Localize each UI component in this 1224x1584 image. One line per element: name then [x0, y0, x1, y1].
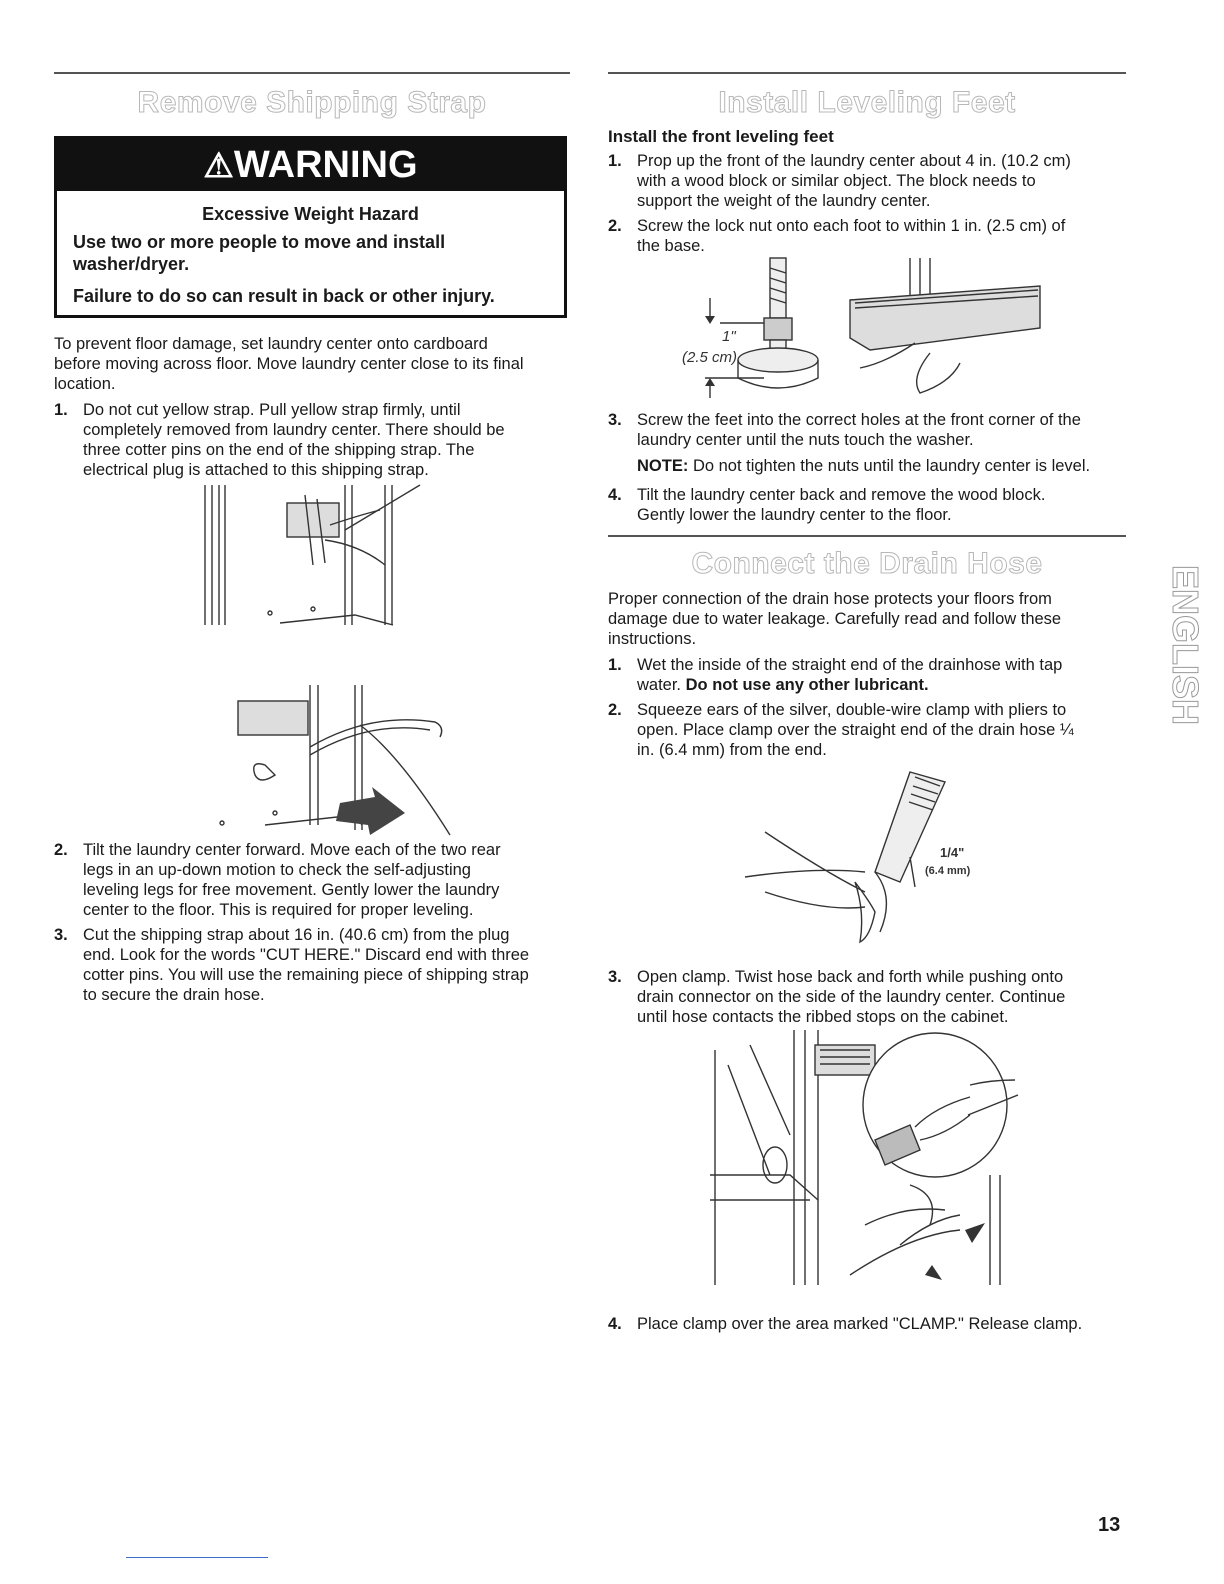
- step-line: Cut the shipping strap about 16 in. (40.6 cm) from the plug: [83, 926, 510, 944]
- step-line: Squeeze ears of the silver, double-wire clamp with pliers to: [637, 701, 1067, 719]
- note-text: Do not tighten the nuts until the laundry center is level.: [692, 457, 1091, 475]
- intro-line: instructions.: [608, 630, 697, 648]
- warning-word: WARNING: [233, 144, 418, 186]
- step-line: water.: [637, 676, 682, 694]
- language-side-tab: [1150, 565, 1206, 795]
- note: [637, 456, 1137, 476]
- intro-line: To prevent floor damage, set laundry center onto cardboard: [54, 335, 488, 353]
- note-label: NOTE:: [637, 457, 689, 475]
- strap-pull-illustration: [195, 485, 415, 635]
- step-line: Do not cut yellow strap. Pull yellow strap firmly, until: [83, 401, 461, 419]
- step-line: laundry center until the nuts touch the washer.: [637, 431, 974, 449]
- right-top-rule: [608, 72, 1126, 74]
- intro-line: before moving across floor. Move laundry center close to its final: [54, 355, 524, 373]
- step-line: Wet the inside of the straight end of the drainhose with tap: [637, 656, 1063, 674]
- step-line: open. Place clamp over the straight end of the drain hose ¼: [637, 721, 1074, 739]
- warning-hazard: Excessive Weight Hazard: [202, 204, 419, 224]
- side-tab-label: ENGLISH: [1165, 565, 1206, 726]
- warning-line-1: Use two or more people to move and install: [73, 232, 446, 252]
- step-number: 3.: [54, 926, 68, 944]
- step-line: legs in an up-down motion to check the self-adjusting: [83, 861, 471, 879]
- step-line: drain connector on the side of the laundry center. Continue: [637, 988, 1066, 1006]
- step-line: with a wood block or similar object. The block needs to: [637, 172, 1036, 190]
- step-number: 4.: [608, 486, 622, 504]
- leveling-foot-illustration: [660, 258, 1060, 403]
- step-line: end. Look for the words "CUT HERE." Discard end with three: [83, 946, 530, 964]
- step-number: 4.: [608, 1315, 622, 1333]
- warning-box: [54, 136, 567, 318]
- warning-header: [57, 139, 564, 191]
- drain-intro: [608, 589, 1128, 649]
- hose-clamp-illustration: [735, 772, 995, 957]
- intro-line: location.: [54, 375, 116, 393]
- step-line: center to the floor. This is required for proper leveling.: [83, 901, 474, 919]
- step-number: 1.: [54, 401, 68, 419]
- step-number: 1.: [608, 656, 622, 674]
- step-line: leveling legs for free movement. Gently lower the laundry: [83, 881, 500, 899]
- step-line: Tilt the laundry center forward. Move each of the two rear: [83, 841, 501, 859]
- step-line: Screw the lock nut onto each foot to within 1 in. (2.5 cm) of: [637, 217, 1066, 235]
- left-intro: [54, 334, 574, 394]
- bottom-link-line: [126, 1557, 268, 1558]
- step-line: Open clamp. Twist hose back and forth while pushing onto: [637, 968, 1064, 986]
- subhead-front-leveling-feet: Install the front leveling feet: [608, 127, 834, 146]
- section-title-install-leveling-feet: Install Leveling Feet: [718, 86, 1016, 119]
- step-line: in. (6.4 mm) from the end.: [637, 741, 827, 759]
- step-line: to secure the drain hose.: [83, 986, 265, 1004]
- step-line: electrical plug is attached to this shipping strap.: [83, 461, 429, 479]
- step-line: Gently lower the laundry center to the floor.: [637, 506, 952, 524]
- step-line: Tilt the laundry center back and remove the wood block.: [637, 486, 1046, 504]
- step-number: 2.: [608, 701, 622, 719]
- intro-line: Proper connection of the drain hose protects your floors from: [608, 590, 1052, 608]
- step-line: Screw the feet into the correct holes at the front corner of the: [637, 411, 1081, 429]
- step-number: 2.: [608, 217, 622, 235]
- warning-line-2: washer/dryer.: [73, 254, 190, 274]
- fig-label-quarter-inch: 1/4": [940, 845, 965, 860]
- strap-plug-illustration: [210, 685, 450, 835]
- step-line: three cotter pins on the end of the shipping strap. The: [83, 441, 475, 459]
- hose-connector-illustration: [710, 1025, 1030, 1290]
- step-line: Prop up the front of the laundry center about 4 in. (10.2 cm): [637, 152, 1071, 170]
- step-line: the base.: [637, 237, 705, 255]
- step-line: Place clamp over the area marked "CLAMP." Release clamp.: [637, 1315, 1083, 1333]
- step-line: completely removed from laundry center. There should be: [83, 421, 505, 439]
- step-line: support the weight of the laundry center.: [637, 192, 931, 210]
- step-number: 1.: [608, 152, 622, 170]
- fig-label-cm: (2.5 cm): [682, 349, 738, 366]
- step-line: cotter pins. You will use the remaining piece of shipping strap: [83, 966, 529, 984]
- drain-section-rule: [608, 535, 1126, 537]
- step-number: 2.: [54, 841, 68, 859]
- step-emphasis: Do not use any other lubricant.: [685, 676, 929, 694]
- section-title-remove-shipping-strap: Remove Shipping Strap: [137, 86, 487, 119]
- step-line: until hose contacts the ribbed stops on the cabinet.: [637, 1008, 1009, 1026]
- fig-label-mm: (6.4 mm): [925, 865, 971, 877]
- intro-line: damage due to water leakage. Carefully read and follow these: [608, 610, 1062, 628]
- page-number: 13: [1098, 1514, 1121, 1536]
- step-number: 3.: [608, 968, 622, 986]
- warning-line-3: Failure to do so can result in back or other injury.: [73, 286, 495, 306]
- warning-triangle-icon: ⚠: [203, 147, 234, 185]
- left-top-rule: [54, 72, 570, 74]
- step-number: 3.: [608, 411, 622, 429]
- fig-label-inch: 1": [722, 328, 736, 345]
- section-title-connect-drain-hose: Connect the Drain Hose: [691, 547, 1043, 580]
